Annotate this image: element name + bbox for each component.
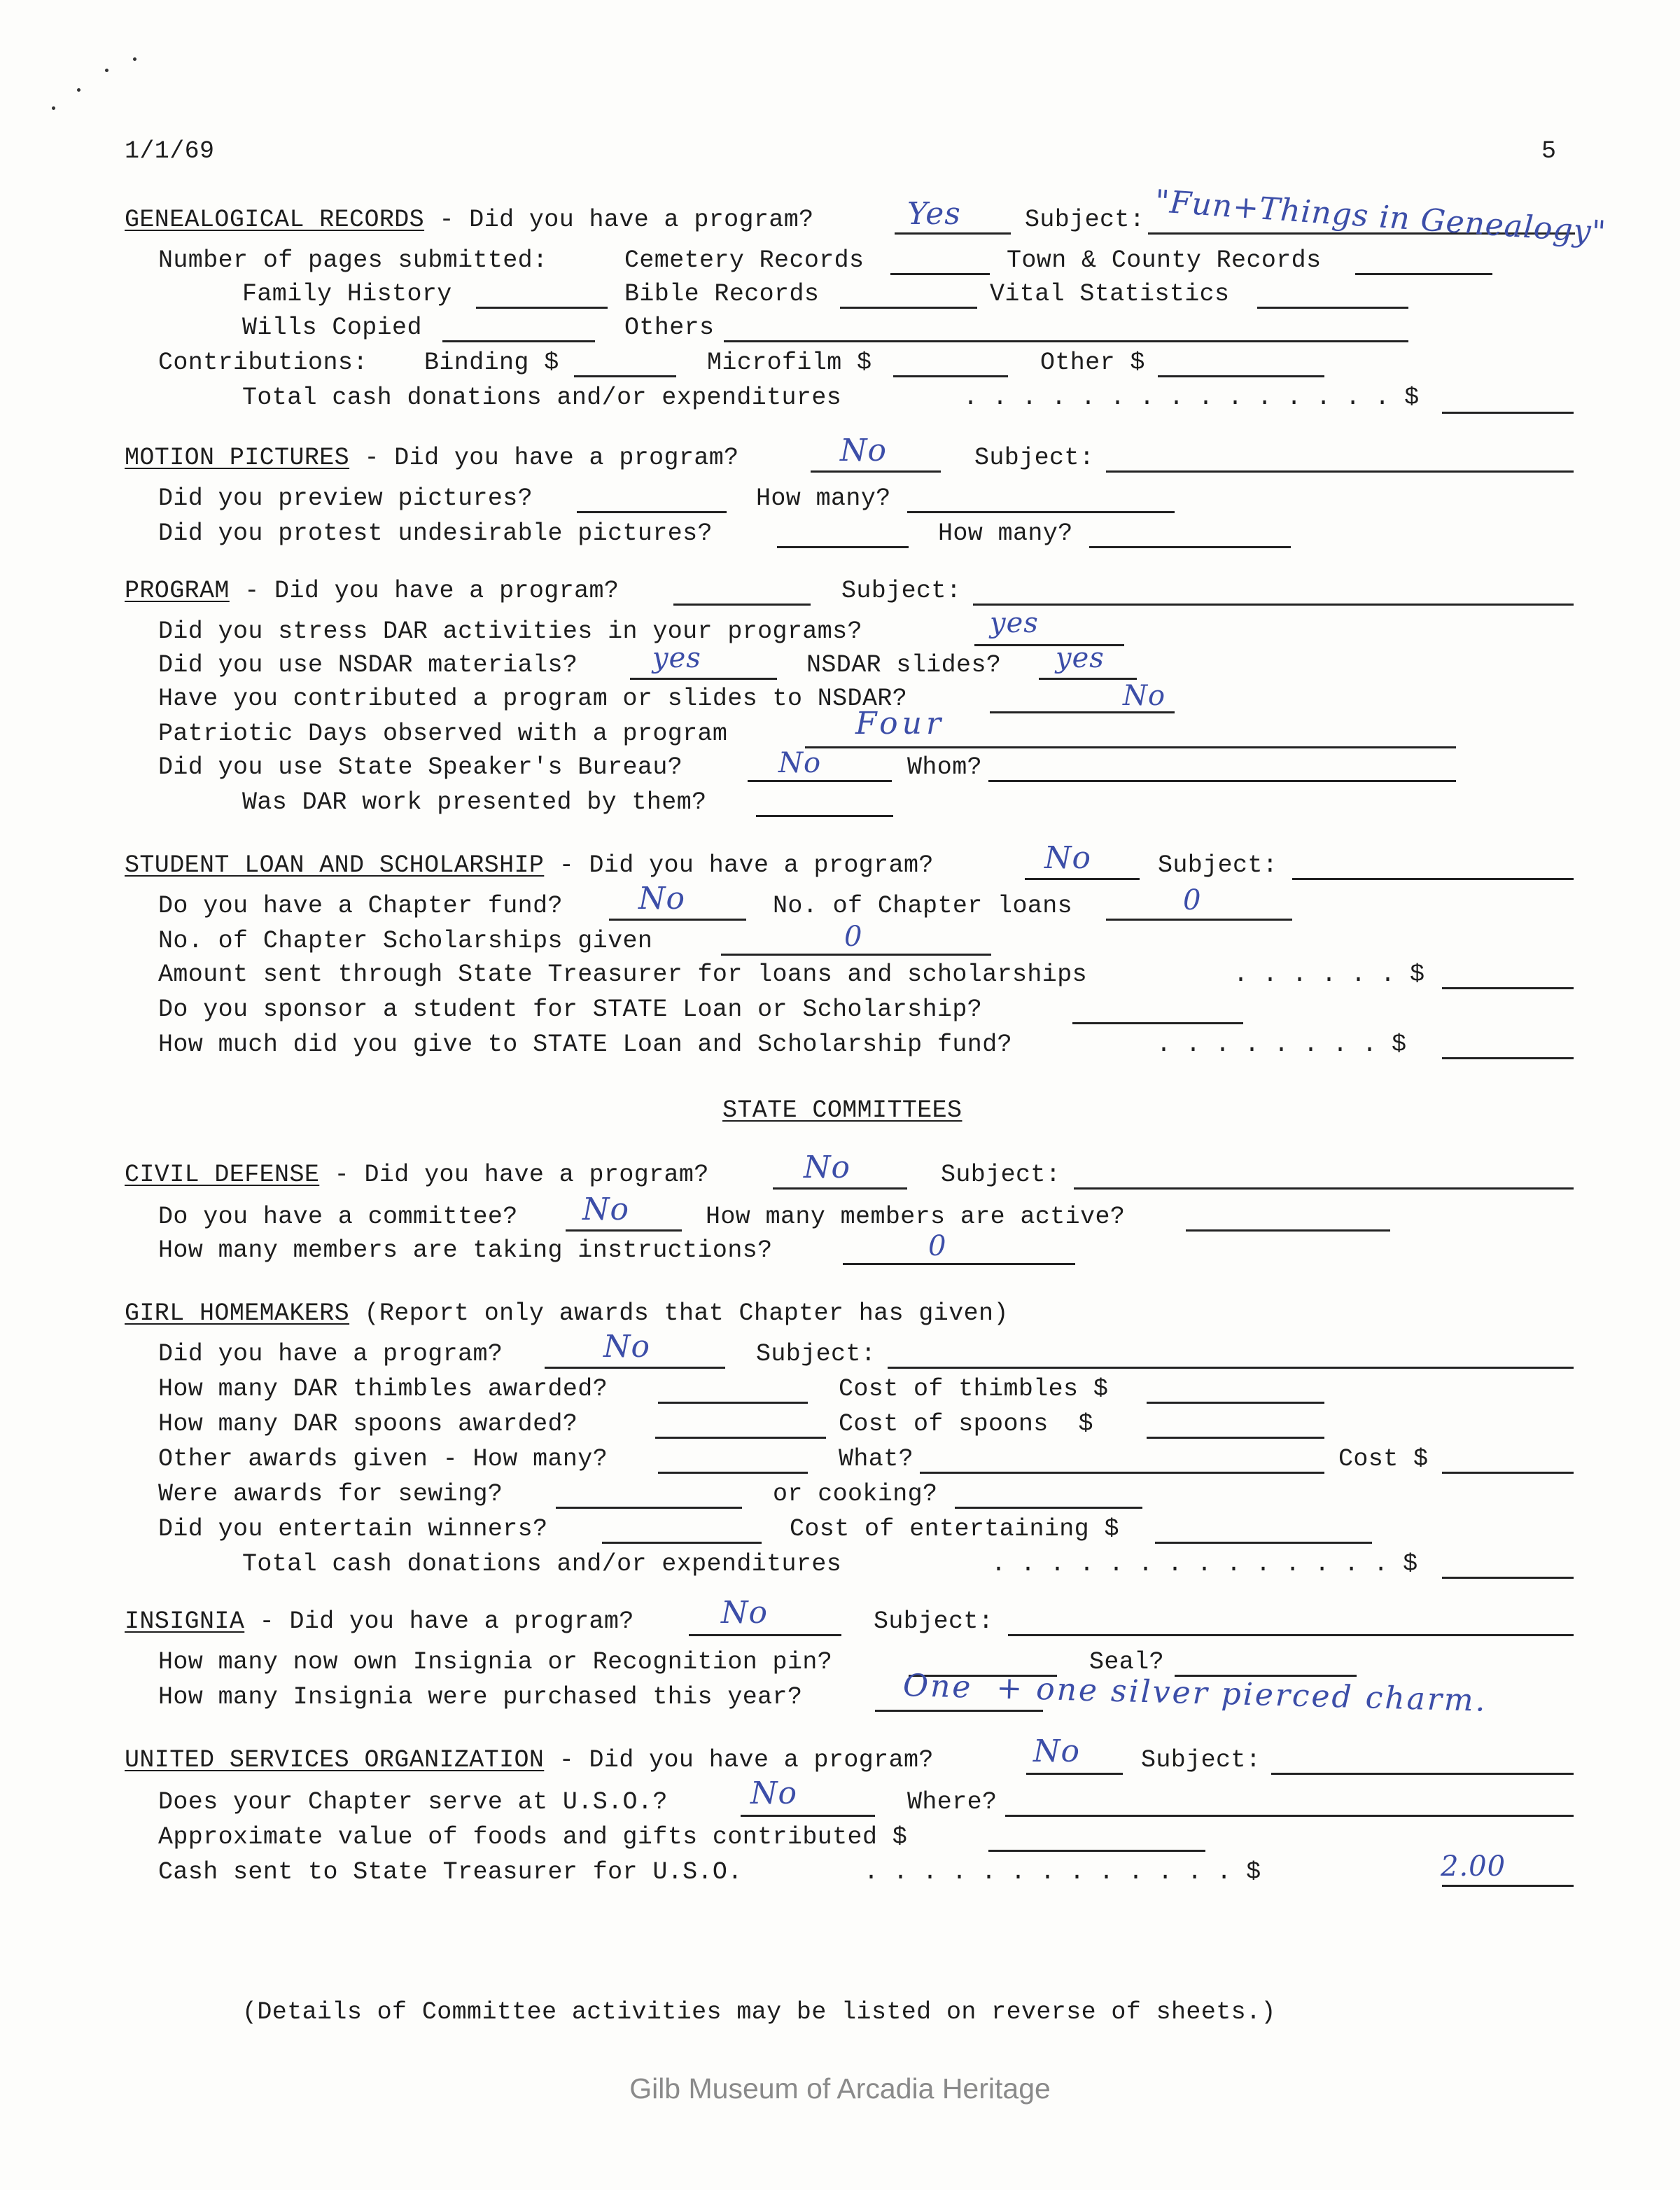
chapter-fund-label: Do you have a Chapter fund? [158, 892, 563, 920]
cash-sent-answer: 2.00 [1441, 1850, 1506, 1883]
family-history-label: Family History [242, 280, 452, 308]
program-answer-line [811, 470, 941, 473]
girl-homemakers-heading: GIRL HOMEMAKERS [125, 1299, 350, 1327]
subject-label: Subject: [1141, 1746, 1261, 1774]
spoons-cost-line [1147, 1437, 1324, 1439]
program-answer-line [689, 1634, 841, 1636]
purchased-answer: One + one silver pierced charm. [902, 1668, 1488, 1719]
total-donations-leader: . . . . . . . . . . . . . . . $ [963, 384, 1420, 412]
speakers-line [748, 780, 892, 782]
other-line [1158, 375, 1324, 377]
uso-heading: UNITED SERVICES ORGANIZATION [125, 1746, 545, 1774]
materials-label: Did you use NSDAR materials? [158, 651, 578, 679]
subject-line [1106, 470, 1574, 473]
active-members-label: How many members are active? [706, 1203, 1126, 1231]
program-answer-line [1026, 1773, 1123, 1775]
program-answer-line [895, 232, 1011, 235]
stray-mark [52, 106, 55, 110]
subject-label: Subject: [1158, 851, 1278, 879]
museum-watermark: Gilb Museum of Arcadia Heritage [629, 2072, 1051, 2105]
amount-sent-label: Amount sent through State Treasurer for loans and scholarships [158, 961, 1088, 989]
scholarships-answer: 0 [844, 921, 863, 953]
microfilm-line [893, 375, 1008, 377]
thimbles-label: How many DAR thimbles awarded? [158, 1375, 608, 1403]
spoons-label: How many DAR spoons awarded? [158, 1410, 578, 1438]
thimbles-cost-line [1147, 1402, 1324, 1404]
contributions-label: Contributions: [158, 349, 368, 377]
program-question: Did you have a program? [158, 1340, 503, 1368]
slides-line [1039, 678, 1137, 680]
total-donations-label: Total cash donations and/or expenditures [242, 1550, 842, 1578]
committee-line [566, 1229, 682, 1232]
insignia-question-line [125, 1606, 634, 1637]
scholarships-label: No. of Chapter Scholarships given [158, 927, 653, 955]
program-answer-line [673, 604, 811, 606]
stress-label: Did you stress DAR activities in your programs? [158, 618, 862, 646]
thimbles-line [658, 1402, 808, 1404]
chapter-loans-answer: 0 [1183, 884, 1202, 916]
girl-homemakers-note: (Report only awards that Chapter has given) [349, 1299, 1009, 1327]
contributed-label: Have you contributed a program or slides to NSDAR? [158, 685, 908, 713]
whom-label: Whom? [907, 753, 983, 781]
speakers-answer: No [778, 747, 822, 779]
program-answer: No [1044, 840, 1091, 876]
other-awards-line [658, 1472, 808, 1474]
vital-statistics-label: Vital Statistics [990, 280, 1230, 308]
program-question-line [125, 576, 619, 606]
civil-defense-heading: CIVIL DEFENSE [125, 1161, 320, 1189]
what-line [920, 1472, 1324, 1474]
bible-records-label: Bible Records [624, 280, 820, 308]
program-question: - Did you have a program? [424, 206, 814, 234]
state-committees-heading: STATE COMMITTEES [722, 1096, 962, 1124]
family-history-line [476, 307, 608, 309]
cemetery-label: Cemetery Records [624, 246, 864, 274]
cash-sent-line [1442, 1885, 1574, 1887]
program-question: - Did you have a program? [544, 851, 934, 879]
instructions-answer: 0 [928, 1230, 947, 1262]
town-county-line [1355, 273, 1492, 275]
purchased-line [875, 1710, 1043, 1712]
program-answer-line [1025, 878, 1140, 880]
entertain-label: Did you entertain winners? [158, 1515, 548, 1543]
materials-answer: yes [652, 642, 701, 674]
program-answer: No [721, 1595, 768, 1631]
cash-sent-leader: . . . . . . . . . . . . . $ [864, 1858, 1261, 1886]
program-answer-line [545, 1367, 725, 1369]
amount-sent-leader: . . . . . . $ [1233, 961, 1425, 989]
preview-line [577, 511, 727, 513]
how-much-label: How much did you give to STATE Loan and Scholarship fund? [158, 1031, 1012, 1059]
chapter-fund-answer: No [638, 881, 685, 916]
spoons-cost-label: Cost of spoons $ [839, 1410, 1093, 1438]
sewing-label: Were awards for sewing? [158, 1480, 503, 1508]
total-donations-label: Total cash donations and/or expenditures [242, 384, 842, 412]
bible-records-line [840, 307, 977, 309]
thimbles-cost-label: Cost of thimbles $ [839, 1375, 1109, 1403]
total-donations-leader: . . . . . . . . . . . . . . $ [991, 1550, 1418, 1578]
sponsor-line [1072, 1022, 1243, 1024]
slides-answer: yes [1056, 642, 1105, 674]
presented-label: Was DAR work presented by them? [242, 788, 707, 816]
entertain-cost-line [1155, 1542, 1372, 1544]
subject-line [1008, 1634, 1574, 1636]
program-question: - Did you have a program? [544, 1746, 934, 1774]
subject-label: Subject: [974, 444, 1095, 472]
serve-label: Does your Chapter serve at U.S.O.? [158, 1788, 668, 1816]
subject-line [1271, 1773, 1574, 1775]
serve-line [741, 1815, 875, 1817]
program-answer: No [804, 1150, 850, 1185]
subject-line [1292, 878, 1574, 880]
subject-label: Subject: [841, 577, 962, 605]
motion-heading: MOTION PICTURES [125, 444, 350, 472]
cost-line [1442, 1472, 1574, 1474]
chapter-fund-line [609, 919, 746, 921]
subject-label: Subject: [1025, 206, 1145, 234]
page-number: 5 [1541, 137, 1557, 165]
program-question: - Did you have a program? [349, 444, 739, 472]
patriotic-label: Patriotic Days observed with a program [158, 720, 728, 748]
patriotic-line [805, 746, 1456, 748]
other-awards-label: Other awards given - How many? [158, 1445, 608, 1473]
amount-sent-line [1442, 987, 1574, 989]
slides-label: NSDAR slides? [806, 651, 1002, 679]
own-insignia-label: How many now own Insignia or Recognition pin? [158, 1648, 833, 1676]
protest-line [777, 546, 909, 548]
program-answer: No [603, 1329, 650, 1365]
preview-label: Did you preview pictures? [158, 484, 533, 512]
sewing-line [556, 1507, 742, 1509]
civil-defense-question-line [125, 1159, 709, 1190]
program-question: - Did you have a program? [229, 577, 620, 605]
speakers-label: Did you use State Speaker's Bureau? [158, 753, 683, 781]
stray-mark [77, 88, 80, 92]
where-label: Where? [907, 1788, 997, 1816]
scholarships-line [721, 954, 991, 956]
value-line [988, 1850, 1205, 1852]
where-line [1005, 1815, 1574, 1817]
others-line [724, 340, 1408, 342]
girl-homemakers-heading-line [125, 1298, 1009, 1329]
seal-label: Seal? [1089, 1648, 1165, 1676]
uso-question-line [125, 1745, 934, 1776]
microfilm-label: Microfilm $ [707, 349, 872, 377]
value-label: Approximate value of foods and gifts contributed $ [158, 1823, 908, 1851]
sponsor-label: Do you sponsor a student for STATE Loan or Scholarship? [158, 996, 983, 1024]
entertain-cost-label: Cost of entertaining $ [790, 1515, 1119, 1543]
subject-line [888, 1367, 1574, 1369]
cooking-label: or cooking? [773, 1480, 938, 1508]
how-many-label: How many? [756, 484, 891, 512]
program-answer: No [1033, 1734, 1080, 1769]
purchased-label: How many Insignia were purchased this year? [158, 1683, 803, 1711]
wills-copied-line [442, 340, 595, 342]
genealogical-question-line [125, 204, 814, 235]
pages-submitted-label: Number of pages submitted: [158, 246, 548, 274]
chapter-loans-label: No. of Chapter loans [773, 892, 1073, 920]
chapter-loans-line [1106, 919, 1292, 921]
what-label: What? [839, 1445, 914, 1473]
subject-label: Subject: [941, 1161, 1061, 1189]
subject-line [973, 604, 1574, 606]
entertain-line [602, 1542, 762, 1544]
program-answer: Yes [907, 196, 961, 232]
active-members-line [1186, 1229, 1390, 1232]
how-much-leader: . . . . . . . . $ [1156, 1031, 1407, 1059]
protest-label: Did you protest undesirable pictures? [158, 519, 713, 548]
form-date: 1/1/69 [125, 137, 215, 165]
genealogical-heading: GENEALOGICAL RECORDS [125, 206, 425, 234]
presented-line [756, 815, 893, 817]
subject-label: Subject: [874, 1607, 994, 1635]
program-answer: No [840, 433, 887, 468]
committee-label: Do you have a committee? [158, 1203, 518, 1231]
program-answer-line [773, 1187, 907, 1190]
instructions-label: How many members are taking instructions? [158, 1236, 773, 1264]
stress-answer: yes [990, 607, 1039, 639]
wills-copied-label: Wills Copied [242, 314, 422, 342]
how-much-line [1442, 1057, 1574, 1059]
motion-question-line [125, 442, 739, 473]
subject-label: Subject: [756, 1340, 876, 1368]
subject-line [1074, 1187, 1574, 1190]
binding-line [574, 375, 676, 377]
subject-answer: "Fun+Things in Genealogy" [1154, 183, 1608, 251]
patriotic-answer: Four [855, 706, 945, 741]
insignia-heading: INSIGNIA [125, 1607, 245, 1635]
cemetery-line [890, 273, 990, 275]
how-many-line [907, 511, 1175, 513]
binding-label: Binding $ [424, 349, 559, 377]
whom-line [988, 780, 1456, 782]
total-donations-line [1442, 1577, 1574, 1579]
spoons-line [655, 1437, 826, 1439]
program-question: - Did you have a program? [319, 1161, 709, 1189]
cooking-line [955, 1507, 1142, 1509]
committee-answer: No [582, 1192, 629, 1227]
stray-mark [133, 57, 136, 61]
vital-statistics-line [1257, 307, 1408, 309]
student-loan-heading: STUDENT LOAN AND SCHOLARSHIP [125, 851, 545, 879]
student-loan-question-line [125, 850, 934, 881]
contributed-answer: No [1123, 680, 1166, 712]
materials-line [630, 678, 777, 680]
cost-label: Cost $ [1338, 1445, 1429, 1473]
program-question: - Did you have a program? [244, 1607, 634, 1635]
other-label: Other $ [1040, 349, 1145, 377]
stray-mark [105, 69, 108, 72]
cash-sent-label: Cash sent to State Treasurer for U.S.O. [158, 1858, 743, 1886]
others-label: Others [624, 314, 715, 342]
how-many-label-2: How many? [938, 519, 1073, 548]
details-note: (Details of Committee activities may be listed on reverse of sheets.) [242, 1998, 1276, 2026]
serve-answer: No [750, 1776, 797, 1811]
how-many-line-2 [1089, 546, 1291, 548]
program-heading: PROGRAM [125, 577, 230, 605]
instructions-line [843, 1263, 1075, 1265]
town-county-label: Town & County Records [1007, 246, 1322, 274]
total-donations-line [1442, 412, 1574, 414]
